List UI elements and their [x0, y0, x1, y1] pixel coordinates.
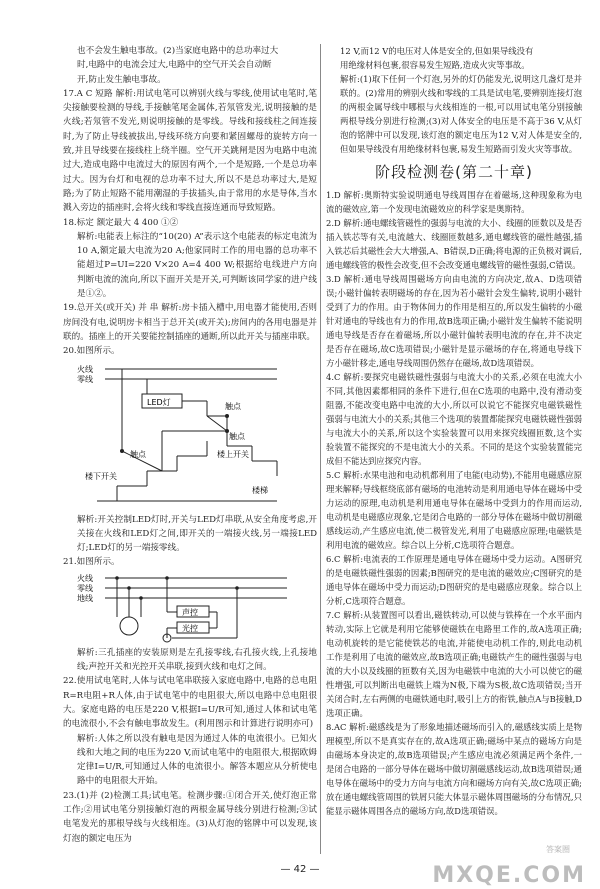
answer-18-explanation: 解析:电能表上标注的“10(20) A”表示这个电能表的标定电流为10 A,额定最大电流为20 A;他家同时工作的用电器的总功率不能超过P=UI=220 V×20 A=4 400 W;根据给电线进户方向判断电流的流向,所以下面开关是开关,可判断该同学家的进户线是①②。: [77, 231, 317, 300]
ground-wire-label: 地线: [77, 593, 93, 603]
answer-23: 23.(1)并 (2)检测工具;试电笔。检测步骤:①闭合开关,使灯泡正常工作;②用试电笔分别接触灯泡的两根金属导线分别进行检测;③试电笔发光的那根导线与火线相连。(3)从灯泡的铭牌中可以发现,该灯泡的额定电压为: [63, 790, 317, 844]
right-top-line-2: 用绝缘材料包裹,很容易发生短路,造成火灾等事故。: [340, 60, 530, 70]
answer-19: 19.总开关(或开关) 并 串 解析:房卡插入槽中,用电器才能使用,否则房间没有电,说明房卡相当于总开关(或开关);房间内的各用电器是并联的。插座上的开关要能控制插座的通断,所以此开关与插座串联。: [63, 303, 317, 342]
light-control-label: 光控: [182, 623, 198, 633]
answer-18: 18.标定 额定最大 4 400 ①②: [63, 217, 179, 228]
intro-line-3: 开,防止发生触电事故。: [77, 74, 166, 85]
led-lamp-label: LED灯: [147, 397, 171, 407]
answer-20-explanation: 解析:开关控制LED灯时,开关与LED灯串联,从安全角度考虑,开关接在火线和LED灯之间,即开关的一端接火线,另一端接LED灯;LED灯的另一端接零线。: [77, 514, 317, 554]
answer-23-explanation: 解析:(1)取下任何一个灯泡,另外的灯仍能发光,说明这几盏灯是并联的。(2)常用的辨别火线和零线的工具是试电笔,要辨别连接灯泡的两根金属导线中哪根与火线相连的一根,可以用试电笔分别接触两根导线分别进行检测;(3)对人体安全的电压是不高于36 V,从灯泡的铭牌中可以发现,该灯泡的额定电压为12 V,对人体是安全的,但如果导线没有用绝缘材料包裹,易发生短路而引发火灾等事故。: [340, 74, 582, 154]
answer-s4: 4.C 解析:要探究电磁铁磁性强弱与电流大小的关系,必须在电流大小不同,其他因素都相同的条件下进行,但在C选项的电路中,没有滑动变阻器,不能改变电路中电流的大小,所以可以说它不能探究电磁铁磁性强弱与电流大小的关系;其他三个选项的装置都能探究电磁铁磁性强弱与电流大小的关系,所以这个实验装置可以用来探究线圈匝数,这个实验装置不能探究的不是电流大小的关系。不同的是这个实验装置能完成但不能达到应探究内容。: [326, 372, 582, 466]
answer-17: 17.A C 短路 解析:用试电笔可以辨别火线与零线,使用试电笔时,笔尖接触要检测的导线,手接触笔尾金属体,若氖管发光,说明接触的是火线;若氖管不发光,则说明接触的是零线。导线和接线柱之间连接时,为了防止导线被拔出,导线环绕方向要和紧固螺母的旋转方向一致,并且导线要在接线柱上绕半圈。空气开关跳闸是因为电路中电流过大,造成电路中电流过大的原因有两个,一个是短路,一个是总功率过大。因为台灯和电视的总功率不过大,所以不是总功率过大,是短路;为了防止短路不能用潮湿的手拔插头,由于常用的水是导体,当水溅入旁边的插座时,会将火线和零线直接连通而导致短路。: [63, 88, 317, 214]
answer-s2: 2.D 解析:通电螺线管磁性的强弱与电流的大小、线圈的匝数以及是否插入铁芯等有关,电流越大、线圈匝数越多,通电螺线管的磁性越强,插入铁芯后其磁性会大大增强,A、B错误,D正确;将电源的正负极对调后,通电螺线管的极性会改变,但不会改变通电螺线管的磁性强弱,C错误。: [326, 218, 582, 270]
watermark-small: 答案圈: [546, 844, 570, 854]
answer-20: 20.如图所示。: [63, 346, 120, 357]
fire-wire-label-2: 火线: [77, 573, 93, 583]
answer-22: 22.使用试电笔时,人体与试电笔串联接入家庭电路中,电路的总电阻R=R电阻+R人体,由于试电笔中的电阻很大,所以电路中总电阻很大。家庭电路的电压是220 V,根据I=U/R可知,通过人体和试电笔的电流很小,不会有触电事故发生。(利用图示和计算进行说明亦可): [63, 676, 317, 730]
right-column: [326, 44, 582, 818]
right-top-line-1: 12 V,而12 V的电压对人体是安全的,但如果导线没有: [340, 46, 534, 56]
intro-line-2: 时,电路中的电流会过大,电路中的空气开关会自动断: [77, 60, 272, 71]
socket-circuit-svg: [77, 572, 297, 644]
stair-light-circuit-svg: [77, 361, 297, 511]
sound-control-label: 声控: [182, 607, 198, 617]
left-column: [63, 44, 317, 846]
contact-label-3: 触点: [229, 431, 245, 441]
column-divider: [320, 44, 321, 854]
stair-light-circuit-figure: [77, 361, 297, 511]
answer-s3: 3.D 解析:通电导线周围磁场方向由电流的方向决定,故A、D选项错误;小磁针偏转表明磁场的存在,因为若小磁针会发生偏转,说明小磁针受到了力的作用。由于物体间力的作用是相互的,所以发生偏转的小磁针对通电的导线也有力的作用,故B选项正确;小磁针发生偏转不能说明通电导线是否存在着磁场,所以小磁针偏转表明电流的存在,并不决定是否存在磁场,故C选项错误;小磁针是显示磁场的存在,将通电导线下方小磁针移走,通电导线周围仍然存在磁场,故D选项错误。: [326, 274, 582, 368]
answer-s6: 6.C 解析:电流表的工作原理是通电导体在磁场中受力运动。A图研究的是电磁铁磁性强弱的因素;B图研究的是电流的磁效应;C图研究的是通电导体在磁场中受力而运动;D图研究的是电磁感应现象。综合以上分析,C选项符合题意。: [326, 554, 582, 606]
socket-circuit-figure: [77, 572, 297, 644]
answer-21: 21.如图所示。: [63, 557, 120, 568]
lower-switch-label: 楼下开关: [85, 471, 117, 481]
zero-wire-label: 零线: [77, 374, 93, 384]
section-title: 阶段检测卷(第二十章): [375, 163, 533, 181]
answer-22-explanation: 解析:人体之所以没有触电是因为通过人体的电流很小。已知火线和大地之间的电压为220 V,而试电笔中的电阻很大,根据欧姆定律I=U/R,可知通过人体的电流很小。解答本题应从分析使电路中的电阻很大开始。: [77, 733, 317, 787]
intro-line-1: 也不会发生触电事故。(2)当家庭电路中的总功率过大: [77, 46, 279, 56]
watermark: MXQE.COM: [432, 862, 586, 888]
answer-s7: 7.C 解析:从装置图可以看出,磁铁转动,可以使与铁棒在一个水平面内转动,实际上它就是利用它能够使磁铁在电路里工作的,故A选项正确;电动机旋转的是它能使铁芯的电流,并能使电动机工作的,则此电动机工作是利用了电流的磁效应,故B选项正确;电磁铁产生的磁性强弱与电流的大小以及线圈的匝数有关,因为电磁铁中电流的大小可以使它的磁性增强,可以判断出电磁铁上端为N极,下端为S极,故C选项错误;当开关闭合时,左右两侧的电磁铁通电时,吸引上方的衔铁,触点A与B接触,D选项正确。: [326, 610, 582, 718]
answer-21-explanation: 解析:三孔插座的安装原则是左孔接零线,右孔接火线,上孔接地线;声控开关和光控开关串联,接到火线和电灯之间。: [77, 647, 317, 673]
upper-switch-label: 楼上开关: [217, 449, 249, 459]
answer-s8: 8.AC 解析:磁感线是为了形象地描述磁场而引入的,磁感线实质上是物理模型,所以不是真实存在的,故A选项正确;磁场中某点的磁场方向是由磁场本身决定的,故B选项错误;产生感应电流必须满足两个条件,一是闭合电路的一部分导体在磁场中做切割磁感线运动,故B选项错误;通电导体在磁场中的受力方向与电流方向和磁场方向有关,故C选项正确;放在通电螺线管周围的铁屑只能大体显示磁体周围磁场的分布情况,只能显示磁体周围各点的磁场方向,故D选项错误。: [326, 722, 582, 816]
stairs-label: 楼梯: [252, 485, 268, 495]
page-number: — 42 —: [280, 864, 320, 875]
answer-s1: 1.D 解析:奥斯特实验说明通电导线周围存在着磁场,这种现象称为电流的磁效应,第一个发现电流磁效应的科学家是奥斯特。: [326, 190, 582, 214]
zero-wire-label-2: 零线: [77, 583, 93, 593]
contact-label-1: 触点: [225, 401, 241, 411]
contact-label-2: 触点: [130, 449, 146, 459]
answer-s5: 5.C 解析:水果电池和电动机都利用了电能(电动势),不能用电磁感应原理来解释;导线框绕底部有磁场的电池转动是利用通电导体在磁场中受力运动的原理,电动机是利用通电导体在磁场中受到力的作用而运动,电动机是电磁感应现象,它是闭合电路的一部分导体在磁场中做切割磁感线运动,产生感应电流,使二极管发光,利用了电磁感应原理;电磁铁是利用电流的磁效应。综合以上分析,C选项符合题意。: [326, 470, 582, 550]
fire-wire-label: 火线: [77, 364, 93, 374]
